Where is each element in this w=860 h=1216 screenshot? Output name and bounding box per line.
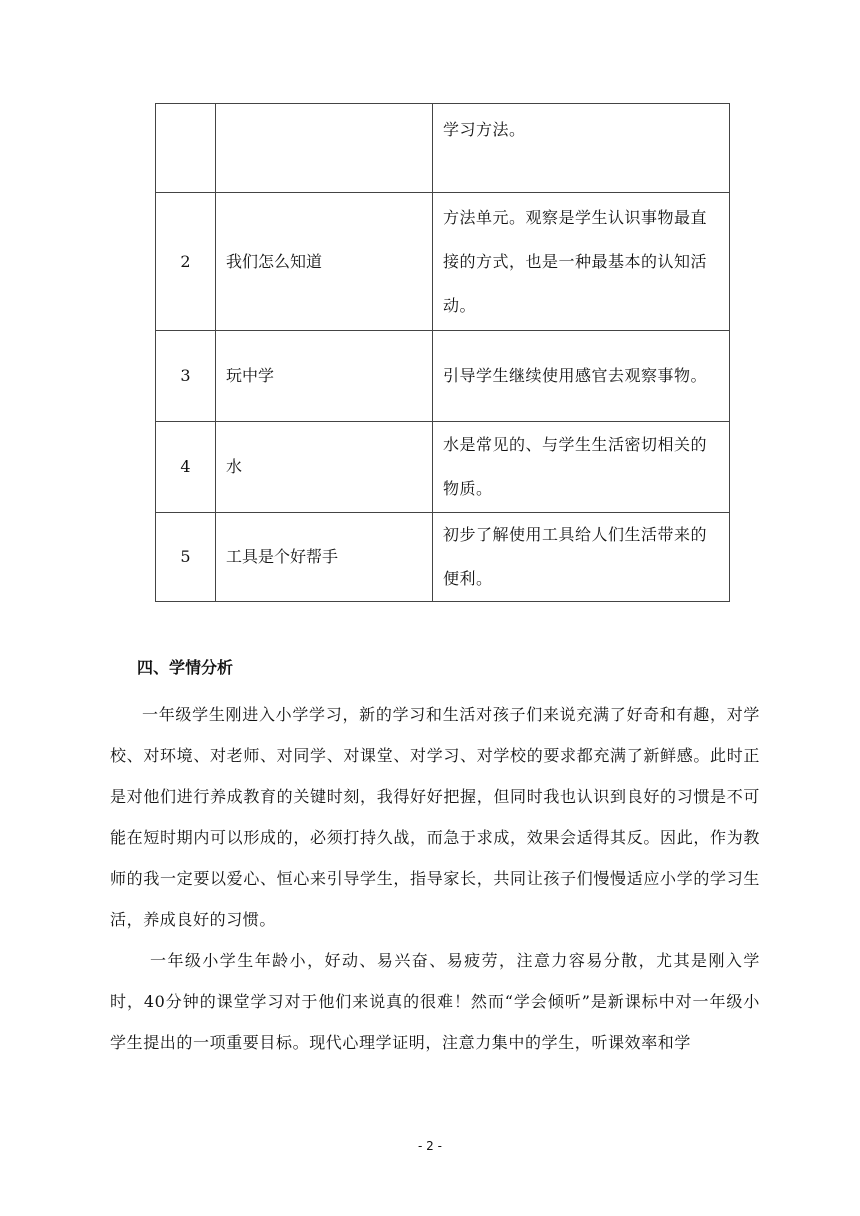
unit-description: 方法单元。观察是学生认识事物最直接的方式，也是一种最基本的认知活动。 [433,193,730,331]
table-row [156,193,730,331]
unit-description: 学习方法。 [433,104,730,193]
unit-number: 3 [156,331,216,422]
unit-name: 水 [216,422,433,513]
table-row [156,331,730,422]
unit-description: 初步了解使用工具给人们生活带来的便利。 [433,513,730,602]
unit-table [155,103,730,602]
unit-number [156,104,216,193]
table-row [156,513,730,602]
unit-number: 2 [156,193,216,331]
table-row [156,104,730,193]
unit-number: 5 [156,513,216,602]
page-number: - 2 - [418,1139,442,1153]
paragraph: 一年级学生刚进入小学学习，新的学习和生活对孩子们来说充满了好奇和有趣，对学校、对环境、对老师、对同学、对课堂、对学习、对学校的要求都充满了新鲜感。此时正是对他们进行养成教育的关键时刻，我得好好把握，但同时我也认识到良好的习惯是不可能在短时期内可以形成的，必须打持久战，而急于求成，效果会适得其反。因此，作为教师的我一定要以爱心、恒心来引导学生，指导家长，共同让孩子们慢慢适应小学的学习生活，养成良好的习惯。 [110,705,760,929]
paragraph: 一年级小学生年龄小，好动、易兴奋、易疲劳，注意力容易分散，尤其是刚入学时，40分钟的课堂学习对于他们来说真的很难！然而“学会倾听”是新课标中对一年级小学生提出的一项重要目标。现代心理学证明，注意力集中的学生，听课效率和学 [110,951,760,1052]
unit-name [216,104,433,193]
unit-description: 引导学生继续使用感官去观察事物。 [433,331,730,422]
unit-name: 工具是个好帮手 [216,513,433,602]
unit-name: 玩中学 [216,331,433,422]
unit-name: 我们怎么知道 [216,193,433,331]
unit-number: 4 [156,422,216,513]
unit-description: 水是常见的、与学生生活密切相关的物质。 [433,422,730,513]
section-heading: 四、学情分析 [137,658,234,677]
table-row [156,422,730,513]
